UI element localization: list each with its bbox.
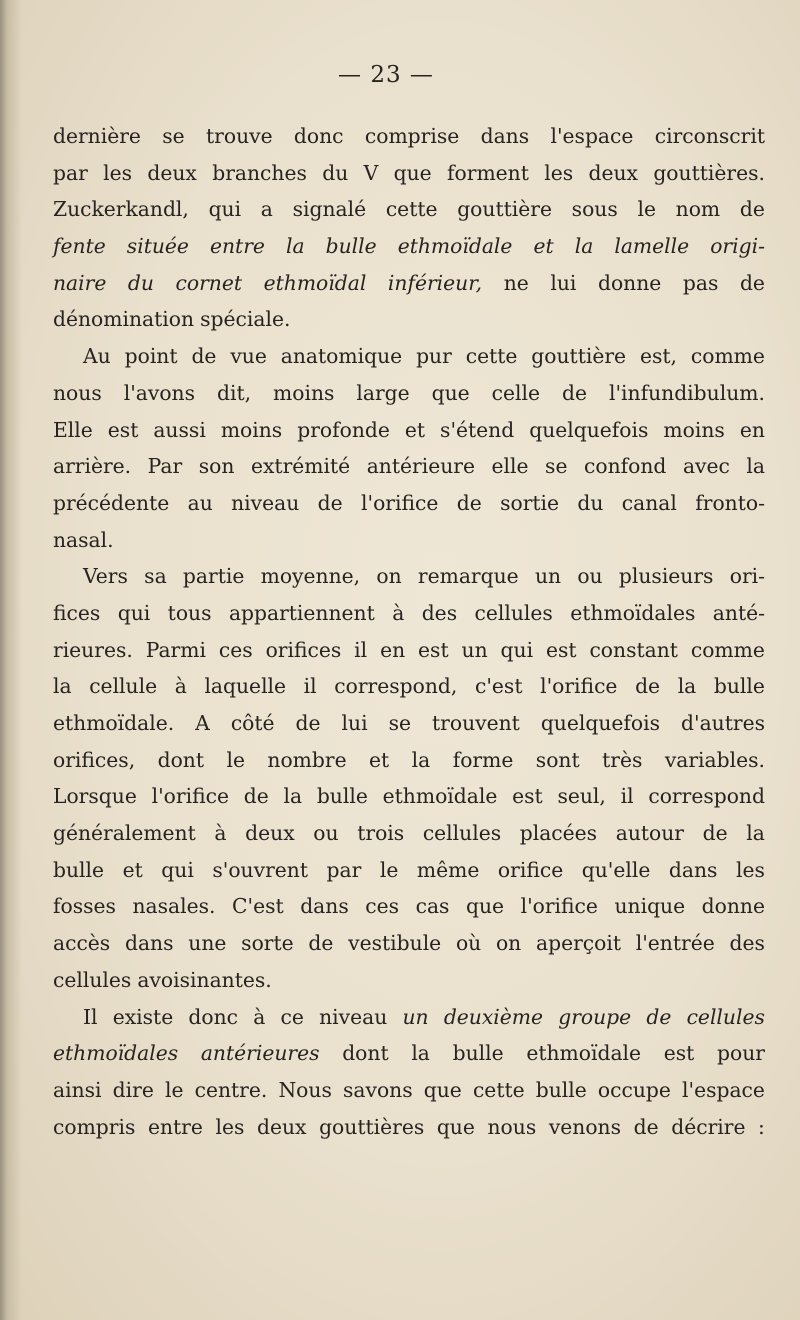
text-line: Au point de vue anatomique pur cette gouttière est, comme <box>83 344 765 369</box>
text-line: fosses nasales. C'est dans ces cas que l'orifice unique donne <box>53 894 765 919</box>
text-line: ethmoïdales antérieures dont la bulle ethmoïdale est pour <box>53 1041 765 1066</box>
text-line: Lorsque l'orifice de la bulle ethmoïdale est seul, il correspond <box>53 784 765 809</box>
text-line: ethmoïdale. A côté de lui se trouvent quelquefois d'autres <box>53 711 765 735</box>
text-line: ainsi dire le centre. Nous savons que cette bulle occupe l'espace <box>53 1077 765 1102</box>
text-line: nous l'avons dit, moins large que celle de l'infundibulum. <box>53 380 765 405</box>
text-line: dénomination spéciale. <box>53 307 291 332</box>
text-line: orifices, dont le nombre et la forme sont très variables. <box>53 747 765 772</box>
text-line: Vers sa partie moyenne, on remarque un ou plusieurs ori- <box>83 564 765 589</box>
text-line: bulle et qui s'ouvrent par le même orifice qu'elle dans les <box>53 857 765 882</box>
page-number: — 23 — <box>338 62 434 88</box>
text-line: nasal. <box>53 527 114 552</box>
text-line: rieures. Parmi ces orifices il en est un qui est constant comme <box>53 637 765 662</box>
text-line: Elle est aussi moins profonde et s'étend quelquefois moins en <box>53 417 765 442</box>
text-line: précédente au niveau de l'orifice de sortie du canal fronto- <box>53 490 765 515</box>
text-line: arrière. Par son extrémité antérieure elle se confond avec la <box>53 454 765 479</box>
page-binding-shadow <box>0 0 22 1320</box>
text-line: Zuckerkandl, qui a signalé cette gouttière sous le nom de <box>53 197 765 222</box>
text-line: fente située entre la bulle ethmoïdale et la lamelle origi- <box>53 234 765 259</box>
text-line: naire du cornet ethmoïdal inférieur, ne lui donne pas de <box>53 270 765 295</box>
text-line: généralement à deux ou trois cellules placées autour de la <box>53 821 765 846</box>
text-line: compris entre les deux gouttières que nous venons de décrire : <box>53 1114 765 1139</box>
text-line: par les deux branches du V que forment les deux gouttières. <box>53 160 765 185</box>
text-line: Il existe donc à ce niveau un deuxième groupe de cellules <box>83 1004 765 1029</box>
text-line: fices qui tous appartiennent à des cellules ethmoïdales anté- <box>53 600 765 625</box>
text-line: accès dans une sorte de vestibule où on aperçoit l'entrée des <box>53 931 765 956</box>
body-text <box>53 118 765 1145</box>
text-line: la cellule à laquelle il correspond, c'est l'orifice de la bulle <box>53 674 765 699</box>
text-line: cellules avoisinantes. <box>53 967 272 992</box>
text-line: dernière se trouve donc comprise dans l'espace circonscrit <box>53 124 765 148</box>
